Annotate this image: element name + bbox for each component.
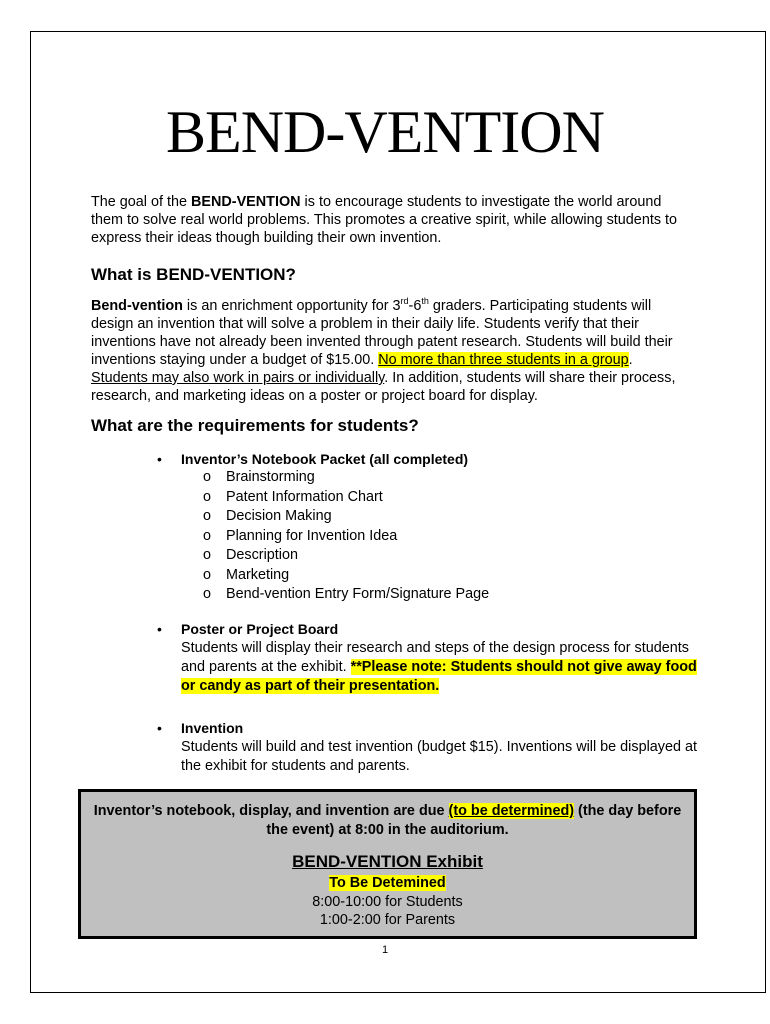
due-notice: Inventor’s notebook, display, and invention are due (to be determined) (the day before the event) at 8:00 in the auditorium. bbox=[93, 803, 682, 838]
notebook-title: Inventor’s Notebook Packet (all completed) bbox=[181, 451, 469, 467]
group-limit-highlight: No more than three students in a group bbox=[378, 352, 629, 368]
poster-section bbox=[181, 620, 701, 696]
bullet-icon: • bbox=[157, 621, 162, 637]
parents-time: 1:00-2:00 for Parents bbox=[319, 912, 456, 928]
document-title: BEND-VENTION bbox=[166, 99, 604, 165]
notebook-items bbox=[203, 468, 489, 605]
poster-note-highlight: **Please note: Students should not give away food or candy as part of their presentation. bbox=[181, 659, 697, 694]
invention-text: Students will build and test invention (budget $15). Inventions will be displayed at the exhibit for students and parents. bbox=[181, 739, 697, 774]
list-item: o Marketing bbox=[203, 566, 290, 583]
pairs-underline: Students may also work in pairs or individually bbox=[91, 370, 385, 386]
what-is-heading: What is BEND-VENTION? bbox=[91, 265, 296, 284]
exhibit-title: BEND-VENTION Exhibit bbox=[292, 852, 483, 871]
list-item: o Brainstorming bbox=[203, 469, 315, 485]
exhibit-date: To Be Detemined bbox=[329, 875, 446, 891]
page-number: 1 bbox=[381, 944, 389, 956]
bullet-icon: • bbox=[157, 451, 162, 467]
list-item: o Patent Information Chart bbox=[203, 488, 383, 505]
list-item: o Decision Making bbox=[203, 508, 332, 524]
list-item: o Description bbox=[203, 547, 298, 563]
requirements-heading: What are the requirements for students? bbox=[91, 416, 419, 435]
exhibit-info-box bbox=[78, 789, 697, 939]
invention-section bbox=[181, 719, 701, 776]
invention-title: Invention bbox=[181, 720, 244, 736]
poster-text: Students will display their research and steps of the design process for students and parents at the exhibit. **Please note: Students should not give away food or candy as part of their presentation. bbox=[181, 640, 697, 694]
what-is-paragraph: Bend-vention is an enrichment opportunity for 3rd-6th graders. Participating students will design an invention that will solve a problem in their daily life. Students verify that their inventions have not already been invented through patent research. Students will build their inventions staying under a budget of $15.00. No more than three students in a group. Students may also work in pairs or individually. In addition, students will share their process, research, and marketing ideas on a poster or project board for display. bbox=[91, 296, 676, 404]
intro-paragraph: The goal of the BEND-VENTION is to encourage students to investigate the world around them to solve real world problems. This promotes a creative spirit, while allowing students to express their ideas though building their own invention. bbox=[91, 194, 678, 246]
due-date-highlight: (to be determined) bbox=[448, 803, 575, 819]
poster-title: Poster or Project Board bbox=[181, 621, 339, 637]
bullet-icon: • bbox=[157, 720, 162, 736]
list-item: o Bend-vention Entry Form/Signature Page bbox=[203, 586, 490, 602]
list-item: o Planning for Invention Idea bbox=[203, 527, 398, 544]
intro-bold: BEND-VENTION bbox=[191, 194, 301, 210]
students-time: 8:00-10:00 for Students bbox=[312, 894, 463, 910]
